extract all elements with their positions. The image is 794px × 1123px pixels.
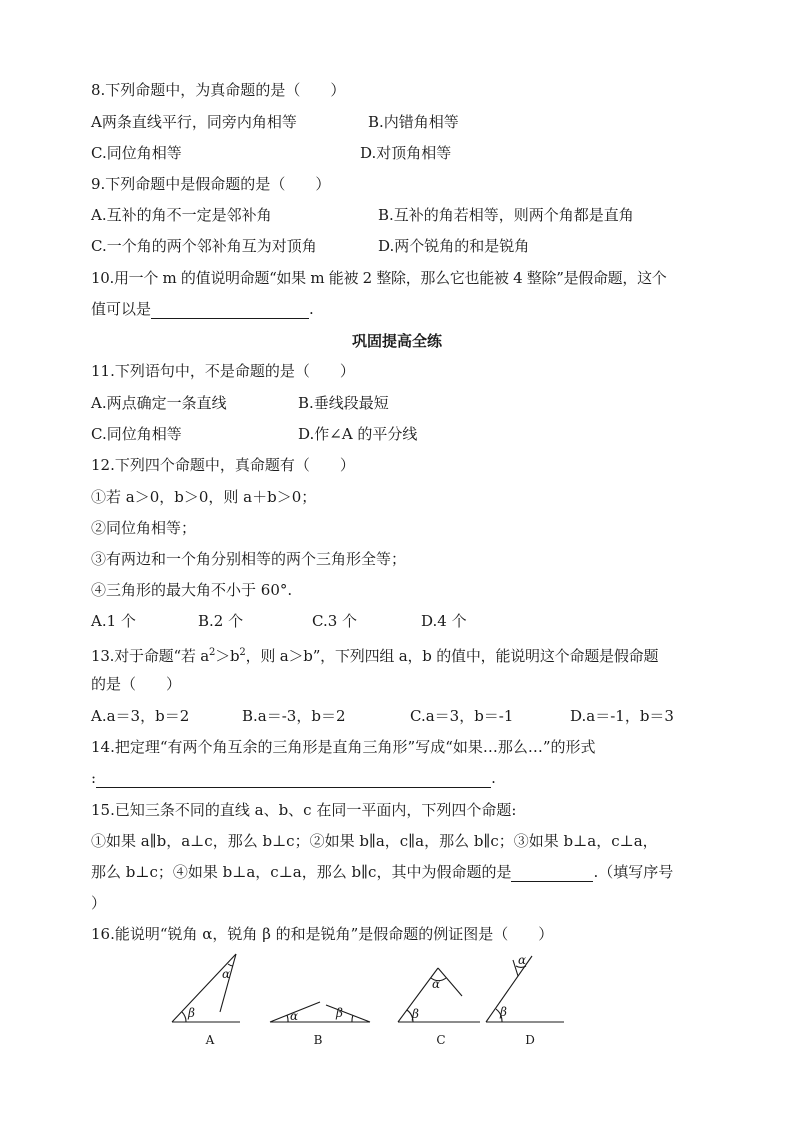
q16-stem: 16.能说明“锐角 α，锐角 β 的和是锐角”是假命题的例证图是（ ） [91, 925, 554, 943]
figure-b-label: B [313, 1033, 323, 1047]
figure-c-third-ray [438, 968, 462, 996]
figure-a-alpha-arc [228, 964, 233, 966]
q9-option-d: D.两个锐角的和是锐角 [378, 237, 530, 255]
q12-option-b: B.2 个 [198, 612, 244, 630]
q15-line4: ） [91, 894, 107, 912]
figure-d-alpha-label: α [518, 953, 527, 967]
figure-b [270, 1002, 370, 1022]
q14-line2-prefix: : [91, 769, 97, 787]
q8-option-d: D.对顶角相等 [360, 144, 452, 162]
q10-line2-suffix: . [309, 300, 314, 318]
q10-line2 [91, 299, 314, 319]
q13-stem [91, 643, 658, 666]
q11-option-d: D.作∠A 的平分线 [298, 425, 418, 443]
q11-option-a: A.两点确定一条直线 [91, 394, 227, 412]
q12-stem: 12.下列四个命题中，真命题有（ ） [91, 456, 355, 474]
q10-line1: 10.用一个 m 的值说明命题“如果 m 能被 2 整除，那么它也能被 4 整除”是假命题，这个 [91, 269, 667, 287]
q15-line1: 15.已知三条不同的直线 a、b、c 在同一平面内，下列四个命题: [91, 801, 517, 819]
q13-stem-part2: ＞b [215, 647, 240, 665]
q14-line2-suffix: . [491, 769, 496, 787]
figure-c-label: C [436, 1033, 446, 1047]
q15-line3 [91, 862, 673, 882]
q15-line2: ①如果 a∥b，a⊥c，那么 b⊥c；②如果 b∥a，c∥a，那么 b∥c；③如果 b⊥a，c⊥a， [91, 832, 658, 850]
q12-option-a: A.1 个 [91, 612, 136, 630]
q8-option-c: C.同位角相等 [91, 144, 182, 162]
q9-stem: 9.下列命题中是假命题的是（ ） [91, 175, 331, 193]
q8-stem: 8.下列命题中，为真命题的是（ ） [91, 81, 346, 99]
q16-figures [160, 950, 580, 1050]
q12-item-1: ①若 a＞0，b＞0，则 a＋b＞0； [91, 488, 317, 506]
q15-line3-suffix: .（填写序号 [593, 863, 674, 881]
q9-option-a: A.互补的角不一定是邻补角 [91, 206, 272, 224]
q8-option-b: B.内错角相等 [368, 113, 459, 131]
figure-a-label: A [205, 1033, 215, 1047]
q12-item-3: ③有两边和一个角分别相等的两个三角形全等； [91, 550, 407, 568]
figure-c-beta-label: β [412, 1007, 419, 1021]
figure-c-alpha-label: α [432, 977, 441, 991]
q13-stem-part3: ，则 a＞b”，下列四组 a，b 的值中，能说明这个命题是假命题 [245, 647, 659, 665]
q13-line2: 的是（ ） [91, 675, 182, 693]
q13-superscript-b: 2 [239, 647, 246, 658]
q10-answer-blank[interactable] [151, 302, 309, 319]
q12-option-d: D.4 个 [421, 612, 467, 630]
q13-option-b: B.a＝-3，b＝2 [242, 707, 346, 725]
q15-answer-blank[interactable] [511, 865, 593, 882]
figure-d-label: D [525, 1033, 535, 1047]
section-title: 巩固提高全练 [351, 332, 442, 350]
q14-answer-blank[interactable] [96, 771, 491, 788]
q13-superscript-a: 2 [209, 647, 216, 658]
figure-b-beta-label: β [336, 1006, 343, 1020]
q13-option-d: D.a＝-1，b＝3 [570, 707, 674, 725]
q9-option-b: B.互补的角若相等，则两个角都是直角 [378, 206, 634, 224]
figure-a [172, 954, 240, 1022]
figure-a-beta-arc [182, 1012, 186, 1022]
figure-b-beta-arc [352, 1015, 353, 1022]
q13-stem-part1: 13.对于命题“若 a [91, 647, 210, 665]
q12-option-c: C.3 个 [312, 612, 358, 630]
q9-option-c: C.一个角的两个邻补角互为对顶角 [91, 237, 317, 255]
q11-stem: 11.下列语句中，不是命题的是（ ） [91, 362, 355, 380]
figure-d-beta-label: β [500, 1005, 507, 1019]
q14-line1: 14.把定理“有两个角互余的三角形是直角三角形”写成“如果…那么…”的形式 [91, 738, 596, 756]
q13-option-c: C.a＝3，b＝-1 [410, 707, 514, 725]
figure-b-right-ray [326, 1005, 370, 1022]
q11-option-b: B.垂线段最短 [298, 394, 389, 412]
figure-b-alpha-arc [287, 1015, 288, 1022]
q12-item-2: ②同位角相等； [91, 519, 197, 537]
q8-option-a: A两条直线平行，同旁内角相等 [91, 113, 297, 131]
figure-a-alpha-label: α [222, 967, 231, 981]
q12-item-4: ④三角形的最大角不小于 60°. [91, 581, 293, 599]
q10-line2-prefix: 值可以是 [91, 300, 152, 318]
figure-b-alpha-label: α [290, 1009, 299, 1023]
q13-option-a: A.a＝3，b＝2 [91, 707, 190, 725]
figure-a-beta-label: β [188, 1006, 195, 1020]
q14-line2 [91, 768, 496, 788]
q15-line3-prefix: 那么 b⊥c；④如果 b⊥a，c⊥a，那么 b∥c，其中为假命题的是 [91, 863, 512, 881]
q11-option-c: C.同位角相等 [91, 425, 182, 443]
